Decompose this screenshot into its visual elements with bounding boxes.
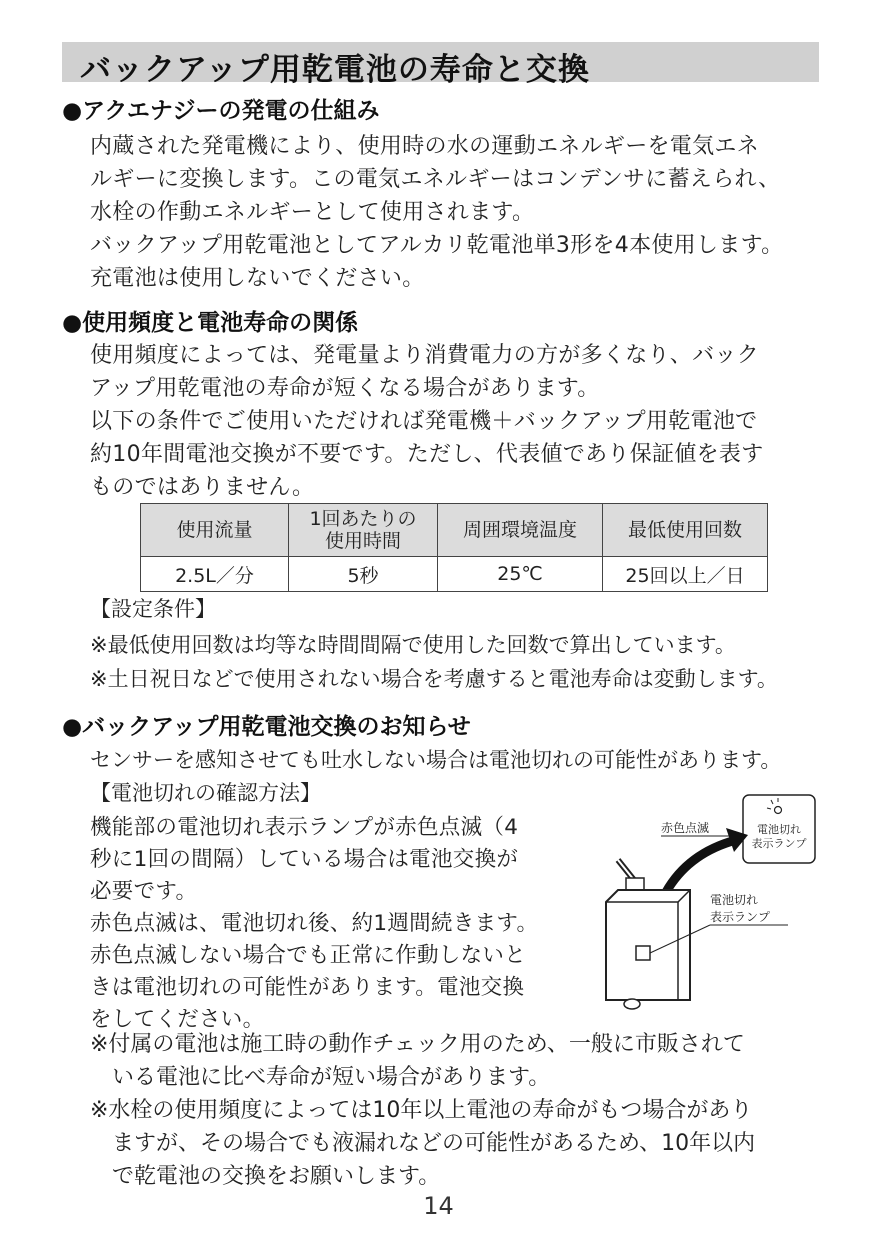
section-heading-usage: ●使用頻度と電池寿命の関係 bbox=[62, 310, 359, 336]
table-cell: 25℃ bbox=[438, 557, 603, 592]
section-body-usage bbox=[90, 339, 830, 504]
battery-lamp-diagram bbox=[588, 790, 828, 1020]
section-body-generation bbox=[90, 130, 830, 295]
table-cell: 25回以上／日 bbox=[603, 557, 768, 592]
section-heading-battery-notice: ●バックアップ用乾電池交換のお知らせ bbox=[62, 714, 471, 740]
table-header-line: 使用時間 bbox=[324, 530, 401, 552]
table-cell: 5秒 bbox=[289, 557, 438, 592]
check-method-title: 【電池切れの確認方法】 bbox=[90, 781, 321, 805]
text-line: 約10年間電池交換が不要です。ただし、代表値であり保証値を表す bbox=[90, 442, 764, 467]
text-line: 水栓の作動エネルギーとして使用されます。 bbox=[90, 200, 535, 225]
conditions-note: ※土日祝日などで使用されない場合を考慮すると電池寿命は変動します。 bbox=[90, 667, 778, 691]
table-row bbox=[141, 557, 768, 592]
usage-conditions-table bbox=[140, 503, 768, 592]
text-line: ものではありません。 bbox=[90, 475, 315, 500]
blink-label: 赤色点滅 bbox=[661, 821, 710, 835]
table-cell: 2.5L／分 bbox=[141, 557, 289, 592]
text-line: 機能部の電池切れ表示ランプが赤色点滅（4 bbox=[90, 815, 519, 840]
footnote bbox=[90, 1028, 745, 1094]
table-header: 最低使用回数 bbox=[603, 504, 768, 557]
footnote-line: ますが、その場合でも液漏れなどの可能性があるため、10年以内 bbox=[112, 1131, 756, 1156]
footnote bbox=[90, 1094, 755, 1193]
text-line: ルギーに変換します。この電気エネルギーはコンデンサに蓄えられ、 bbox=[90, 167, 781, 192]
table-header-line: 1回あたりの bbox=[309, 508, 417, 530]
text-line: 充電池は使用しないでください。 bbox=[90, 266, 425, 291]
section-heading-generation: ●アクエナジーの発電の仕組み bbox=[62, 98, 380, 124]
text-line: 必要です。 bbox=[90, 879, 198, 904]
unit-lamp-label: 表示ランプ bbox=[710, 910, 771, 924]
check-method-body bbox=[90, 812, 580, 1036]
footnote-line: ※水栓の使用頻度によっては10年以上電池の寿命がもつ場合があり bbox=[90, 1098, 753, 1123]
conditions-note: ※最低使用回数は均等な時間間隔で使用した回数で算出しています。 bbox=[90, 633, 736, 657]
text-line: 赤色点滅しない場合でも正常に作動しないと bbox=[90, 943, 527, 968]
footnote-line: で乾電池の交換をお願いします。 bbox=[112, 1164, 441, 1189]
title-bar bbox=[62, 42, 819, 88]
text-line: 使用頻度によっては、発電量より消費電力の方が多くなり、バック bbox=[90, 343, 760, 368]
battery-notice-intro: センサーを感知させても吐水しない場合は電池切れの可能性があります。 bbox=[90, 748, 782, 772]
text-line: 以下の条件でご使用いただければ発電機＋バックアップ用乾電池で bbox=[90, 409, 758, 434]
table-header-row bbox=[141, 504, 768, 557]
text-line: 赤色点滅は、電池切れ後、約1週間続きます。 bbox=[90, 911, 539, 936]
text-line: 内蔵された発電機により、使用時の水の運動エネルギーを電気エネ bbox=[90, 134, 760, 159]
table-header: 周囲環境温度 bbox=[438, 504, 603, 557]
page-title: バックアップ用乾電池の寿命と交換 bbox=[80, 52, 590, 88]
footnote-line: いる電池に比べ寿命が短い場合があります。 bbox=[112, 1065, 551, 1090]
text-line: きは電池切れの可能性があります。電池交換 bbox=[90, 975, 525, 1000]
callout-lamp-label: 電池切れ bbox=[757, 823, 801, 836]
unit-lamp-label: 電池切れ bbox=[710, 893, 759, 907]
page-number: 14 bbox=[423, 1192, 454, 1220]
footnote-line: ※付属の電池は施工時の動作チェック用のため、一般に市販されて bbox=[90, 1032, 745, 1057]
text-line: をしてください。 bbox=[90, 1007, 265, 1032]
conditions-title: 【設定条件】 bbox=[90, 597, 216, 621]
text-line: 秒に1回の間隔）している場合は電池交換が bbox=[90, 847, 519, 872]
text-line: バックアップ用乾電池としてアルカリ乾電池単3形を4本使用します。 bbox=[90, 233, 784, 258]
table-header bbox=[289, 504, 438, 557]
callout-lamp-label: 表示ランプ bbox=[751, 837, 807, 850]
table-header: 使用流量 bbox=[141, 504, 289, 557]
text-line: アップ用乾電池の寿命が短くなる場合があります。 bbox=[90, 376, 600, 401]
